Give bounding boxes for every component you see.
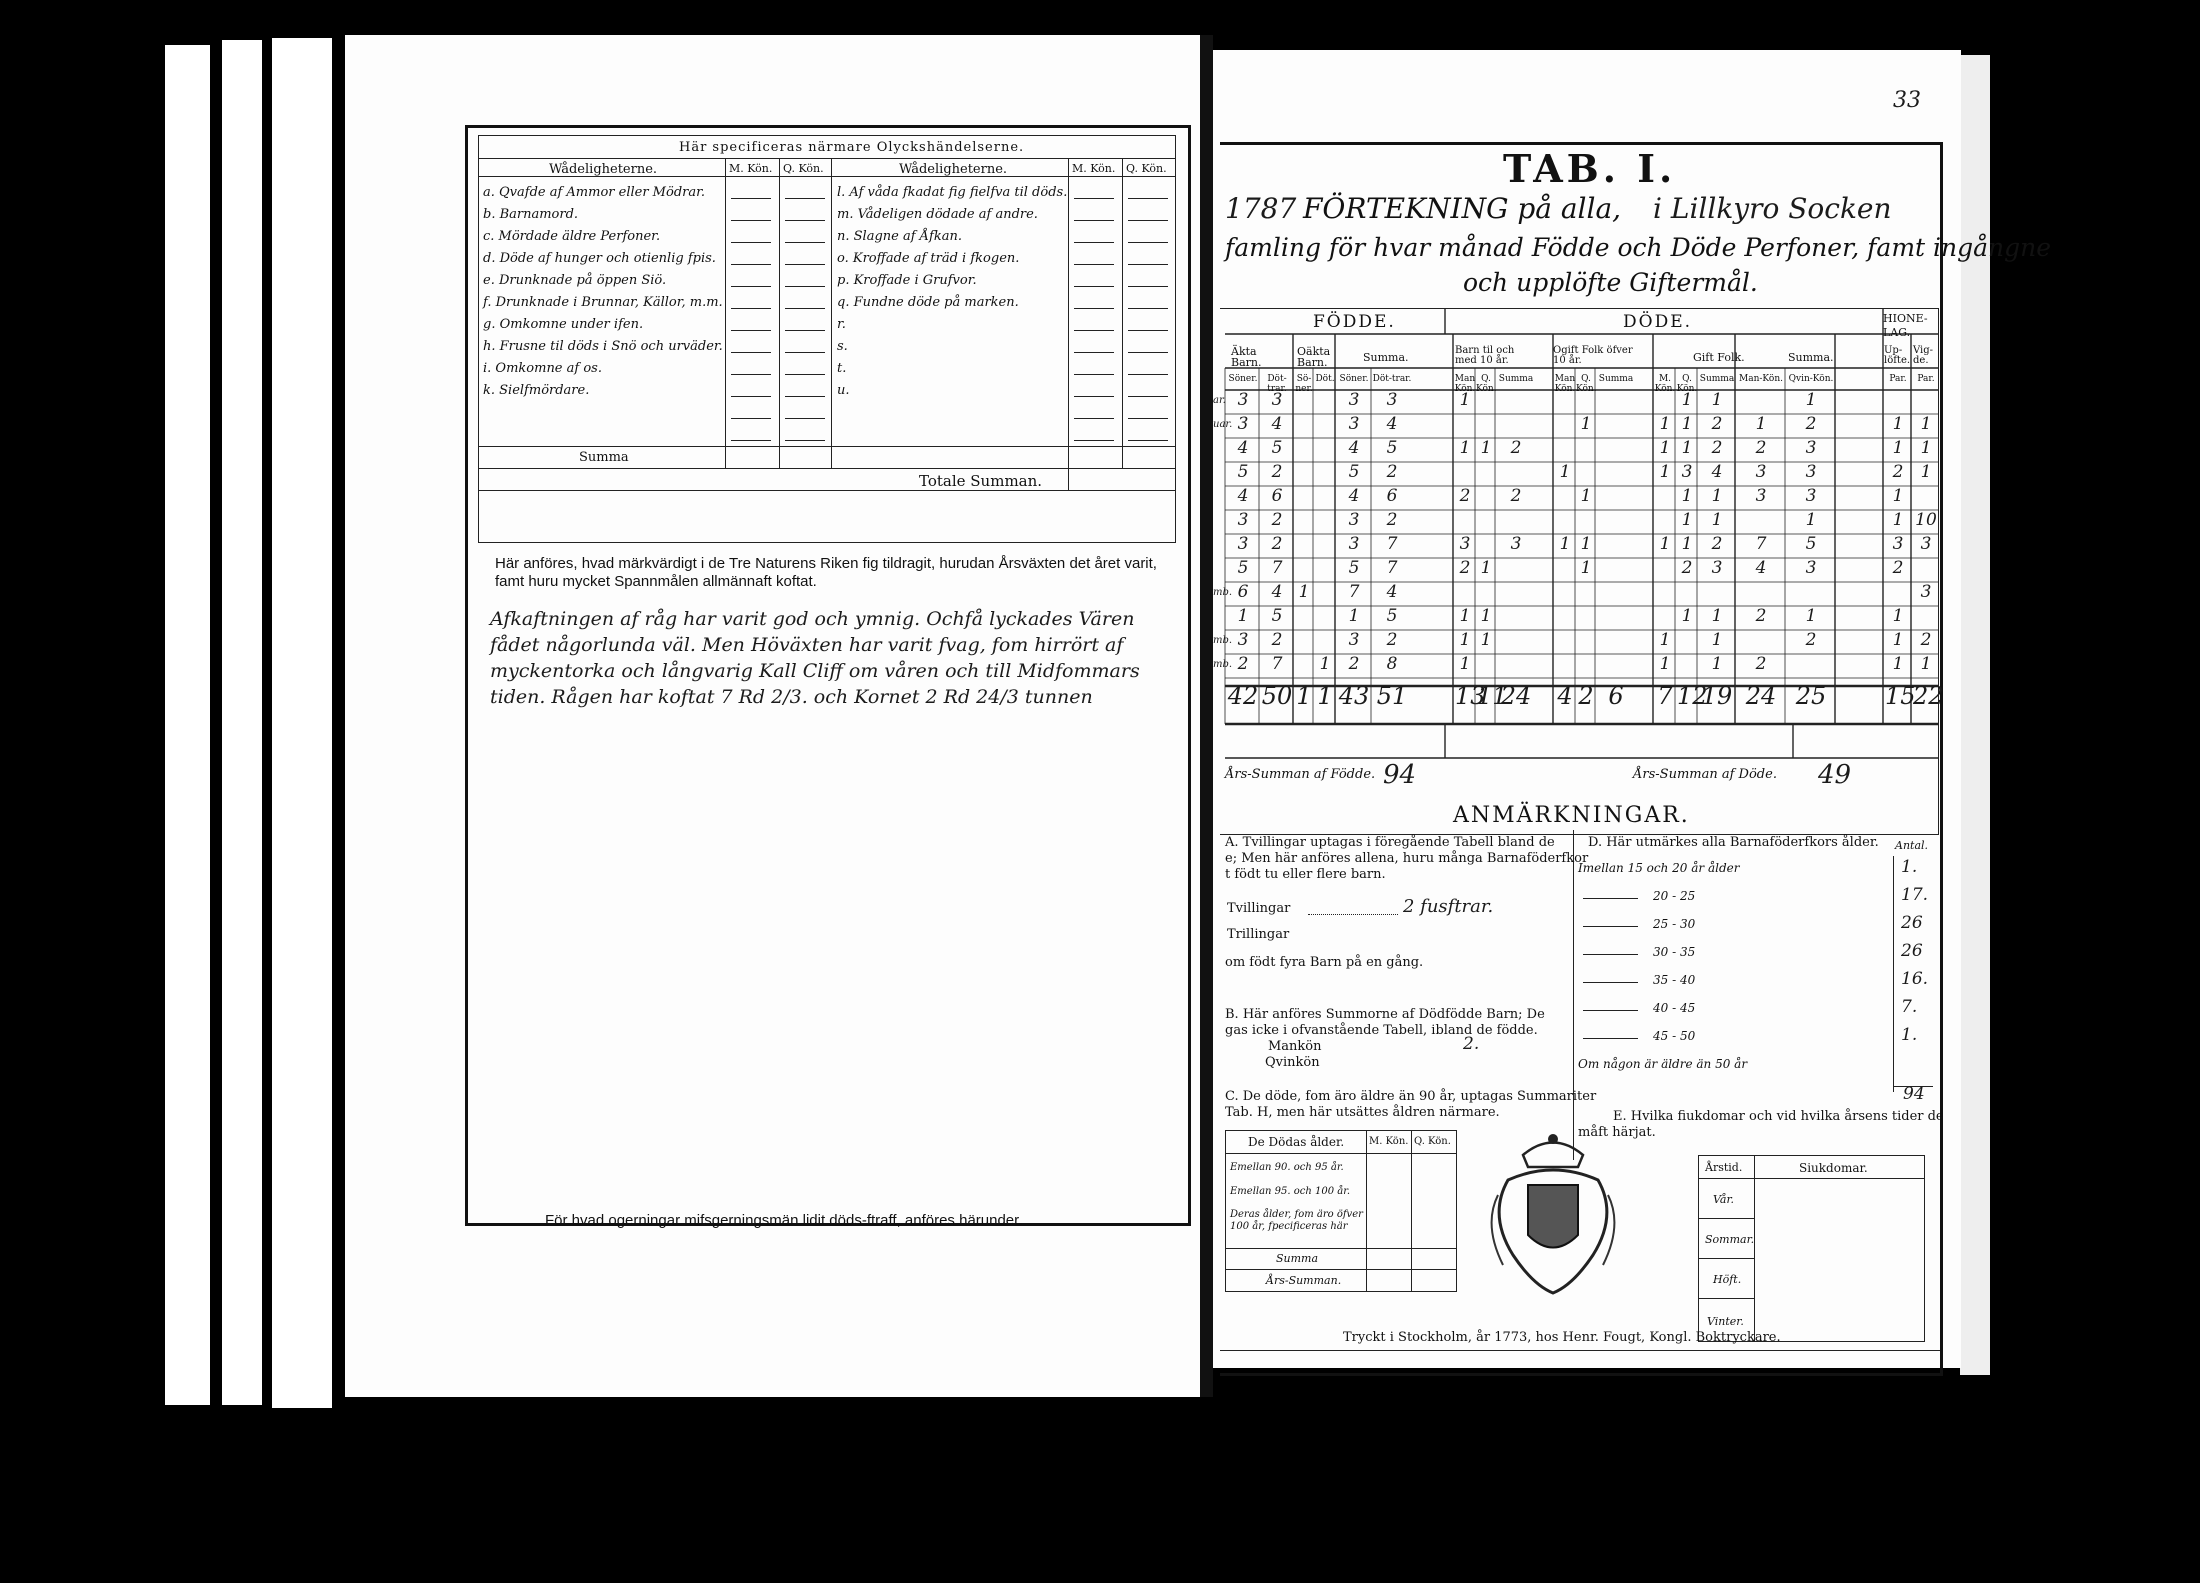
table-cell: 3 [1755,462,1767,482]
col-head: Döt-trar. [1372,374,1412,384]
anm-tvillingar-hand: 2 fusftrar. [1403,896,1494,917]
table-cell: 2 [1711,414,1723,434]
tab-line2: famling för hvar månad Födde och Döde Perfoner, famt ingångne [1225,233,2052,262]
dods-straff-text: För hvad ogerningar mifsgerningsmän lidit döds-ftraff, anföres härunder. [545,1212,1023,1229]
table-cell: 1 [1892,486,1904,506]
table-cell: 1 [1711,630,1723,650]
total-cell: 25 [1795,682,1827,710]
anm-a-3: t födt tu eller flere barn. [1225,867,1386,882]
ars-fodde-value: 94 [1383,760,1417,790]
table-cell: 3 [1892,534,1904,554]
table-cell: 1 [1681,606,1693,626]
col-head: Par. [1917,374,1935,384]
olycks-item-f: f. Drunknade i Brunnar, Källor, m.m. [483,295,723,310]
olycks-item-n: n. Slagne af Åfkan. [837,229,962,244]
table-cell: 2 [1892,462,1904,482]
tab-year: 1787 [1225,192,1297,225]
table-cell: 4 [1348,438,1360,458]
table-cell: 1 [1920,438,1932,458]
anm-c-2: Tab. H, men här utsättes åldren närmare. [1225,1105,1500,1120]
table-cell: 2 [1755,606,1767,626]
table-cell: 3 [1805,462,1817,482]
table-cell: 2 [1271,510,1283,530]
olycks-item-c: c. Mördade äldre Perfoner. [483,229,661,244]
table-cell: 3 [1348,630,1360,650]
dodas-summa: Summa [1276,1252,1319,1265]
table-cell: 1 [1459,630,1471,650]
table-cell: 4 [1237,486,1249,506]
table-cell: 3 [1920,534,1932,554]
col-head: M. Kön. [1654,374,1676,394]
table-cell: 3 [1348,390,1360,410]
total-cell: 6 [1608,682,1624,710]
table-cell: 5 [1386,438,1398,458]
table-cell: 5 [1271,438,1283,458]
table-cell: 6 [1386,486,1398,506]
table-cell: 2 [1271,534,1283,554]
col-head: Summa [1498,374,1534,384]
table-cell: 1 [1892,630,1904,650]
table-cell: 3 [1237,534,1249,554]
anm-b-1: B. Här anföres Summorne af Dödfödde Barn; De [1225,1007,1545,1022]
table-cell: 1 [1892,606,1904,626]
sub-vigde: Vig-de. [1913,345,1934,366]
col-head: Qvin-Kön. [1788,374,1834,384]
table-cell: 1 [1348,606,1360,626]
total-cell: 43 [1338,682,1370,710]
dodas-q: Q. Kön. [1414,1136,1451,1147]
table-cell: 1 [1580,486,1592,506]
anm-a-1: A. Tvillingar uptagas i föregående Tabell bland de [1225,835,1555,850]
col-head: Döt. [1315,374,1335,384]
total-cell: 42 [1227,682,1259,710]
table-cell: 1 [1681,510,1693,530]
table-cell: 1 [1755,414,1767,434]
olycks-item-s: s. [837,339,848,354]
table-cell: 3 [1348,534,1360,554]
table-cell: 2 [1271,630,1283,650]
siuk-header: Siukdomar. [1799,1161,1868,1175]
d-age-label: 30 - 35 [1653,945,1696,959]
table-cell: 1 [1711,486,1723,506]
table-cell: 3 [1386,390,1398,410]
table-cell: 1 [1711,606,1723,626]
hionelag-header: HIONE-LAG. [1883,312,1928,339]
table-cell: 4 [1386,414,1398,434]
dodas-row-1: Emellan 90. och 95 år. [1230,1162,1344,1173]
table-cell: 1 [1659,630,1671,650]
tab-line1: FÖRTEKNING på alla, [1303,192,1622,225]
table-cell: 1 [1580,534,1592,554]
col-head: Q. Kön. [1576,374,1597,394]
total-cell: 12 [1677,682,1708,710]
col-head: Man-Kön. [1739,374,1783,384]
table-cell: 4 [1271,582,1283,602]
total-cell: 13 [1455,682,1486,710]
table-cell: 2 [1805,630,1817,650]
col-head: Döt-trar. [1267,374,1287,394]
col-head: Söner. [1228,374,1258,384]
table-cell: 3 [1237,630,1249,650]
table-cell: 4 [1386,582,1398,602]
table-cell: 3 [1805,558,1817,578]
table-cell: 7 [1755,534,1767,554]
anm-d-head: D. Här utmärkes alla Barnaföderfkors ålder. [1588,835,1879,850]
table-cell: 1 [1659,654,1671,674]
col-head: Man Kön. [1454,374,1476,394]
olycks-item-r: r. [837,317,846,332]
table-cell: 7 [1271,558,1283,578]
table-cell: 5 [1348,462,1360,482]
table-cell: 1 [1892,438,1904,458]
table-cell: 3 [1348,414,1360,434]
table-cell: 3 [1459,534,1471,554]
table-cell: 2 [1711,438,1723,458]
season-var: Vår. [1713,1193,1735,1206]
dodas-header: De Dödas ålder. [1248,1135,1345,1149]
table-cell: 3 [1237,414,1249,434]
anm-mankon: Mankön [1268,1039,1322,1054]
table-cell: 1 [1459,606,1471,626]
anm-b-2: gas icke i ofvanstående Tabell, ibland de födde. [1225,1023,1538,1038]
total-cell: 1 [1296,682,1312,710]
siuk-arstid: Årstid. [1705,1161,1743,1174]
table-cell: 1 [1659,534,1671,554]
table-cell: 2 [1510,486,1522,506]
table-cell: 1 [1920,414,1932,434]
table-cell: 2 [1459,486,1471,506]
table-cell: 1 [1681,486,1693,506]
total-cell: 7 [1657,682,1673,710]
fodde-header: FÖDDE. [1313,312,1396,332]
table-cell: 1 [1659,414,1671,434]
table-cell: 2 [1711,534,1723,554]
table-cell: 2 [1920,630,1932,650]
d-age-label: 25 - 30 [1653,917,1696,931]
table-cell: 2 [1805,414,1817,434]
table-cell: 1 [1892,654,1904,674]
table-cell: 5 [1271,606,1283,626]
table-cell: 2 [1459,558,1471,578]
naturens-heading: Här anföres, hvad märkvärdigt i de Tre Naturens Riken fig tildragit, hurudan Årsväxten det året varit, famt huru mycket Spannmålen allmännaft koftat. [495,555,1157,590]
table-cell: 1 [1480,606,1492,626]
handwritten-line-2: fådet någorlunda väl. Men Höväxten har varit fvag, fom hirrört af [490,634,1124,656]
olycks-item-g: g. Omkomne under ifen. [483,317,644,332]
table-cell: 7 [1271,654,1283,674]
d-age-label: 20 - 25 [1653,889,1696,903]
table-cell: 2 [1386,462,1398,482]
total-cell: 11 [1477,682,1508,710]
col-head: Par. [1889,374,1907,384]
month-edge-label: mb. [1213,659,1233,670]
table-cell: 7 [1386,558,1398,578]
table-cell: 1 [1459,438,1471,458]
d-age-value: 7. [1901,997,1918,1017]
table-cell: 4 [1271,414,1283,434]
dodas-m: M. Kön. [1369,1136,1409,1147]
right-page [1213,50,2052,1368]
d-age-value: 26 [1901,941,1923,961]
table-cell: 1 [1920,654,1932,674]
table-cell: 1 [1459,654,1471,674]
tab-line3: och upplöfte Giftermål. [1463,268,1758,297]
olycks-item-o: o. Kroffade af träd i fkogen. [837,251,1020,266]
table-cell: 1 [1237,606,1249,626]
d-age-label: Imellan 15 och 20 år ålder [1578,861,1740,875]
d-age-label: 45 - 50 [1653,1029,1696,1043]
olycks-item-k: k. Sielfmördare. [483,383,590,398]
dodas-ars: Års-Summan. [1266,1274,1342,1287]
table-cell: 1 [1805,390,1817,410]
anm-qvinkon: Qvinkön [1265,1055,1320,1070]
total-cell: 19 [1701,682,1733,710]
table-cell: 2 [1510,438,1522,458]
handwritten-line-4: tiden. Rågen har koftat 7 Rd 2/3. och Kornet 2 Rd 24/3 tunnen [490,686,1093,708]
ars-dode-value: 49 [1818,760,1852,790]
col-head: Q. Kön. [1676,374,1698,394]
col-head: Summa [1598,374,1634,384]
table-cell: 1 [1298,582,1310,602]
table-cell: 8 [1386,654,1398,674]
page-number: 33 [1893,88,1921,113]
col-head: Q. Kön. [1476,374,1497,394]
table-cell: 2 [1681,558,1693,578]
table-cell: 1 [1580,414,1592,434]
table-cell: 2 [1386,510,1398,530]
sub-uplofte: Up-löfte. [1884,345,1911,366]
table-cell: 3 [1755,486,1767,506]
table-cell: 1 [1559,462,1571,482]
col-head: Summa [1699,374,1735,384]
sub-akta: Äkta Barn. [1231,345,1262,369]
olycks-col-m-left: M. Kön. [729,162,773,175]
total-cell: 24 [1745,682,1777,710]
olycks-col-label-left: Wådeligheterne. [549,162,658,177]
table-cell: 1 [1559,534,1571,554]
olycks-item-i: i. Omkomne af os. [483,361,602,376]
season-sommar: Sommar. [1705,1233,1755,1246]
olycks-col-m-right: M. Kön. [1072,162,1116,175]
tab-parish-hand: i Lillkyro Socken [1653,192,1892,225]
month-edge-label: mb. [1213,587,1233,598]
table-cell: 1 [1659,438,1671,458]
olycks-item-e: e. Drunknade på öppen Siö. [483,273,667,288]
olycks-item-h: h. Frusne til döds i Snö och urväder. [483,339,723,354]
table-cell: 5 [1237,558,1249,578]
table-cell: 3 [1711,558,1723,578]
printer-line: Tryckt i Stockholm, år 1773, hos Henr. Fougt, Kongl. Boktryckare. [1343,1330,1781,1345]
dodas-row-3: Deras ålder, fom äro öfver 100 år, fpecificeras här [1230,1209,1363,1232]
table-cell: 3 [1510,534,1522,554]
table-cell: 6 [1237,582,1249,602]
table-cell: 1 [1681,414,1693,434]
anm-trillingar: Trillingar [1227,927,1290,942]
table-cell: 2 [1892,558,1904,578]
table-cell: 1 [1892,414,1904,434]
table-cell: 7 [1386,534,1398,554]
table-cell: 1 [1805,606,1817,626]
olycks-item-b: b. Barnamord. [483,207,579,222]
olycks-col-q-right: Q. Kön. [1126,162,1167,175]
total-cell: 2 [1578,682,1594,710]
table-cell: 5 [1237,462,1249,482]
sub-barn10: Barn til och med 10 år. [1455,345,1515,366]
book-gutter [1200,35,1213,1397]
col-head: Man Kön. [1554,374,1576,394]
table-cell: 4 [1755,558,1767,578]
col-head: Sö-ner. [1295,374,1313,394]
olycks-totale: Totale Summan. [919,472,1043,490]
total-cell: 4 [1557,682,1573,710]
table-cell: 3 [1805,486,1817,506]
table-cell: 2 [1271,462,1283,482]
total-cell: 51 [1376,682,1408,710]
table-cell: 1 [1711,510,1723,530]
olycks-col-label-right: Wådeligheterne. [899,162,1008,177]
sub-gift: Gift Folk. [1693,351,1745,364]
sub-oakta: Oäkta Barn. [1297,345,1331,369]
siukdomar-table [1698,1155,1925,1342]
olycks-summa: Summa [579,450,629,465]
table-cell: 1 [1711,390,1723,410]
table-cell: 3 [1271,390,1283,410]
table-cell: 4 [1237,438,1249,458]
table-cell: 3 [1805,438,1817,458]
table-cell: 10 [1915,510,1937,530]
table-cell: 3 [1237,510,1249,530]
handwritten-line-3: myckentorka och långvarig Kall Cliff om våren och till Midfommars [490,660,1140,682]
table-cell: 3 [1920,582,1932,602]
dodas-alder-table [1225,1130,1457,1292]
table-cell: 1 [1459,390,1471,410]
table-cell: 3 [1681,462,1693,482]
table-cell: 1 [1681,534,1693,554]
total-cell: 50 [1261,682,1293,710]
table-cell: 1 [1681,390,1693,410]
table-cell: 5 [1348,558,1360,578]
table-cell: 1 [1480,438,1492,458]
olycks-header: Här specificeras närmare Olyckshändelserne. [679,140,1025,155]
d-age-value: 17. [1901,885,1929,905]
royal-crest-stamp-icon [1478,1125,1628,1300]
month-edge-label: uar. [1213,419,1233,430]
olycks-item-u: u. [837,383,850,398]
table-cell: 2 [1755,654,1767,674]
table-cell: 5 [1805,534,1817,554]
olycks-table [478,135,1176,543]
table-cell: 1 [1319,654,1331,674]
olycks-item-q: q. Fundne döde på marken. [837,295,1019,310]
table-cell: 1 [1681,438,1693,458]
table-cell: 4 [1711,462,1723,482]
table-cell: 2 [1386,630,1398,650]
table-cell: 1 [1480,630,1492,650]
anm-a-2: e; Men här anföres allena, huru många Barnaföderfkor [1225,851,1589,866]
total-cell: 1 [1317,682,1333,710]
table-cell: 1 [1580,558,1592,578]
total-cell: 24 [1500,682,1532,710]
table-cell: 7 [1348,582,1360,602]
col-head: Söner. [1339,374,1369,384]
tab-title: TAB. I. [1503,146,1677,191]
d-age-value: 1. [1901,1025,1918,1045]
table-cell: 1 [1480,558,1492,578]
sub-dsumma: Summa. [1788,351,1834,364]
sub-ogift: Ogift Folk öfver 10 år. [1553,345,1633,366]
total-cell: 15 [1885,682,1916,710]
d-age-label: Om någon är äldre än 50 år [1578,1057,1748,1071]
table-cell: 2 [1755,438,1767,458]
sub-summa: Summa. [1363,351,1409,364]
ars-fodde-label: Års-Summan af Födde. [1225,767,1376,782]
season-host: Höft. [1713,1273,1742,1286]
total-cell: 22 [1913,682,1944,710]
ars-dode-label: Års-Summan af Döde. [1633,767,1777,782]
dodas-row-2: Emellan 95. och 100 år. [1230,1186,1351,1197]
olycks-item-a: a. Qvafde af Ammor eller Mödrar. [483,185,706,200]
anm-title: ANMÄRKNINGAR. [1453,803,1690,828]
table-cell: 3 [1348,510,1360,530]
table-cell: 4 [1348,486,1360,506]
table-cell: 1 [1892,510,1904,530]
d-age-label: 35 - 40 [1653,973,1696,987]
olycks-item-p: p. Kroffade i Grufvor. [837,273,977,288]
dode-header: DÖDE. [1623,312,1693,332]
handwritten-line-1: Afkaftningen af råg har varit god och ymnig. Ochfå lyckades Vären [490,608,1135,630]
anm-tvillingar: Tvillingar [1227,901,1291,916]
olycks-item-m: m. Vådeligen dödade af andre. [837,207,1038,222]
table-cell: 6 [1271,486,1283,506]
olycks-item-l: l. Af våda fkadat fig fielfva til döds. [837,185,1068,200]
season-vinter: Vinter. [1707,1315,1744,1328]
table-cell: 3 [1237,390,1249,410]
d-age-value: 16. [1901,969,1929,989]
anm-e-2: måft härjat. [1578,1125,1656,1140]
table-cell: 1 [1711,654,1723,674]
anm-e-1: E. Hvilka fiukdomar och vid hvilka årsens tider de [1613,1109,1944,1124]
table-cell: 1 [1659,462,1671,482]
table-cell: 1 [1920,462,1932,482]
anm-c-1: C. De döde, fom äro äldre än 90 år, uptagas Summariter [1225,1089,1597,1104]
anm-d-antal: Antal. [1895,839,1929,852]
d-age-label: 40 - 45 [1653,1001,1696,1015]
anm-fyra: om födt fyra Barn på en gång. [1225,955,1424,970]
anm-d-total: 94 [1903,1084,1925,1104]
table-cell: 5 [1386,606,1398,626]
month-edge-label: ar. [1213,395,1226,406]
table-cell: 1 [1805,510,1817,530]
olycks-col-q-left: Q. Kön. [783,162,824,175]
d-age-value: 26 [1901,913,1923,933]
month-edge-label: mb. [1213,635,1233,646]
olycks-item-t: t. [837,361,847,376]
anm-mankon-hand: 2. [1463,1034,1480,1054]
left-page [345,35,1200,1397]
table-cell: 2 [1237,654,1249,674]
olycks-item-d: d. Döde af hunger och otienlig fpis. [483,251,716,266]
table-cell: 2 [1348,654,1360,674]
d-age-value: 1. [1901,857,1918,877]
